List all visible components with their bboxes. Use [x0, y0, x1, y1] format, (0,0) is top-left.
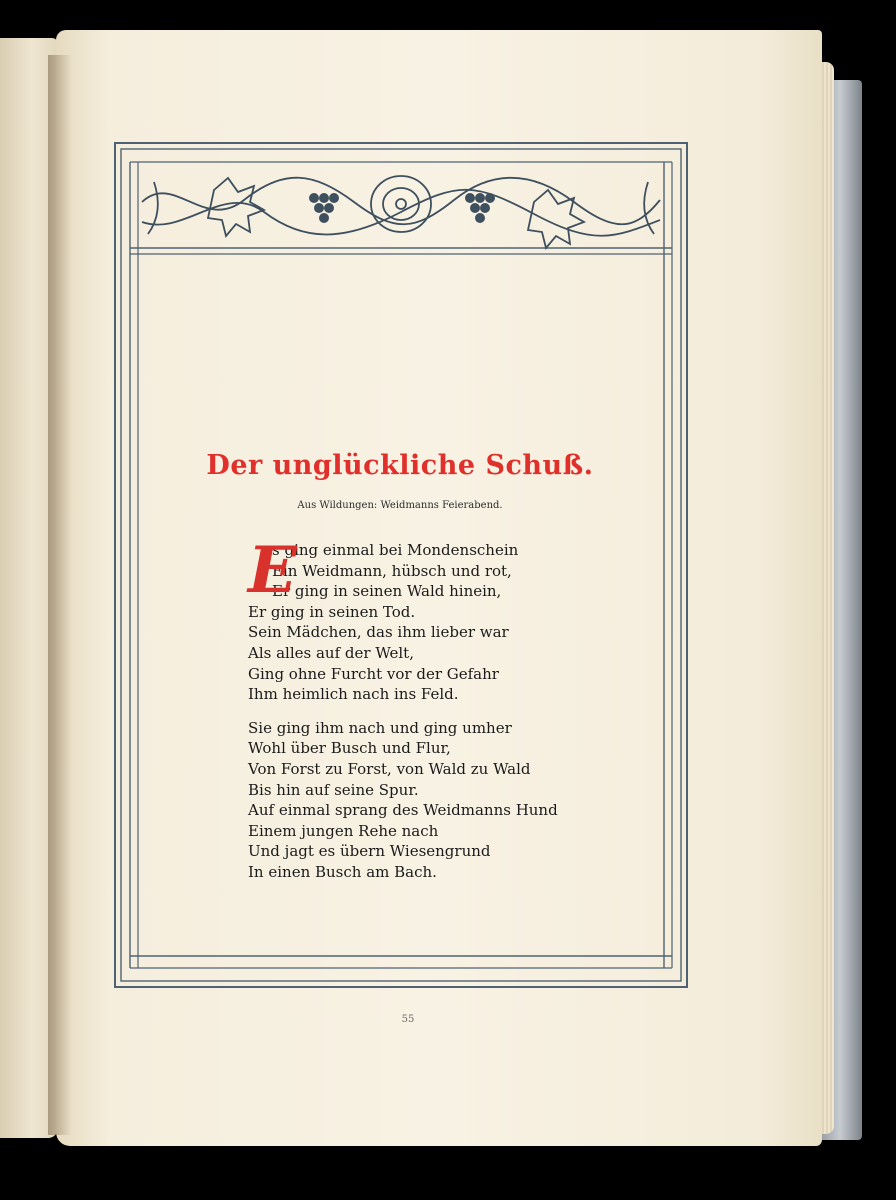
poem-line: Ein Weidmann, hübsch und rot, — [272, 561, 512, 580]
poem-line: Ging ohne Furcht vor der Gefahr — [248, 664, 499, 683]
poem-source: Aus Wildungen: Weidmanns Feierabend. — [297, 500, 503, 511]
poem-line: In einen Busch am Bach. — [248, 862, 437, 881]
vine-leaf-and-grape-icon — [142, 176, 660, 248]
poem-body — [248, 533, 608, 883]
drop-cap: E — [248, 533, 297, 608]
poem-line: Als alles auf der Welt, — [248, 643, 414, 662]
page-number: 55 — [401, 1014, 415, 1025]
poem-line: Er ging in seinen Wald hinein, — [272, 582, 502, 601]
poem-line: s ging einmal bei Mondenschein — [272, 541, 519, 559]
poem-line: Einem jungen Rehe nach — [248, 821, 439, 840]
poem-line: Auf einmal sprang des Weidmanns Hund — [248, 801, 558, 820]
poem-line: Wohl über Busch und Flur, — [248, 739, 451, 758]
poem-line: Er ging in seinen Tod. — [248, 602, 416, 621]
poem-line: Sie ging ihm nach und ging umher — [248, 718, 512, 737]
poem-line: Sein Mädchen, das ihm lieber war — [248, 623, 509, 642]
stanza-2 — [248, 718, 608, 883]
poem-line: Und jagt es übern Wiesengrund — [248, 842, 491, 861]
poem-line: Von Forst zu Forst, von Wald zu Wald — [248, 759, 531, 778]
poem-line: Bis hin auf seine Spur. — [248, 780, 419, 799]
poem-title: Der unglückliche Schuß. — [206, 450, 594, 481]
poem-line: Ihm heimlich nach ins Feld. — [248, 685, 459, 704]
stanza-1 — [248, 533, 608, 705]
book-gutter — [48, 55, 72, 1135]
